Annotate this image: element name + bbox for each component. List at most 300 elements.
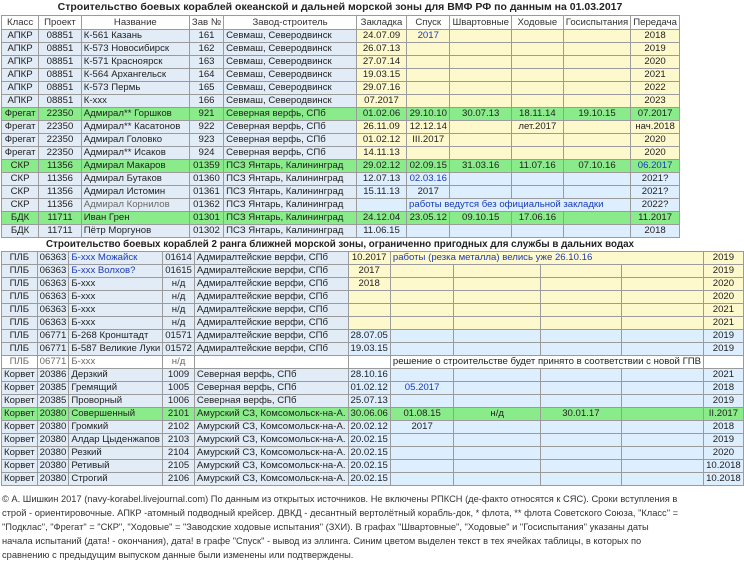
cell-state-trials bbox=[563, 225, 630, 238]
cell-class: Корвет bbox=[2, 421, 38, 434]
cell-laid-down: 19.03.15 bbox=[348, 343, 390, 356]
cell-shipyard: Севмаш, Северодвинск bbox=[224, 56, 357, 69]
cell-sea-trials bbox=[511, 43, 563, 56]
table-row bbox=[2, 265, 744, 278]
cell-project: 08851 bbox=[39, 56, 82, 69]
cell-mooring-trials bbox=[450, 186, 512, 199]
cell-project: 06771 bbox=[37, 330, 69, 343]
cell-ship-name: Громкий bbox=[69, 421, 163, 434]
cell-mooring-trials bbox=[454, 447, 541, 460]
cell-mooring-trials bbox=[454, 278, 541, 291]
cell-project: 11711 bbox=[39, 225, 82, 238]
cell-mooring-trials: 30.07.13 bbox=[450, 108, 512, 121]
cell-yard-number: н/д bbox=[163, 317, 195, 330]
table-row bbox=[2, 421, 744, 434]
header-state-trials: Госиспытания bbox=[563, 16, 630, 30]
cell-shipyard: ПСЗ Янтарь, Калининград bbox=[224, 160, 357, 173]
cell-shipyard: Северная верфь, СПб bbox=[194, 382, 348, 395]
cell-laid-down: 11.06.15 bbox=[356, 225, 406, 238]
cell-shipyard: Адмиралтейские верфи, СПб bbox=[194, 278, 348, 291]
table-row bbox=[2, 160, 680, 173]
cell-yard-number: 1009 bbox=[163, 369, 195, 382]
cell-state-trials bbox=[563, 82, 630, 95]
cell-delivery: 2018 bbox=[631, 225, 680, 238]
cell-laid-down: 15.11.13 bbox=[356, 186, 406, 199]
cell-shipyard: Амурский СЗ, Комсомольск-на-А. bbox=[194, 460, 348, 473]
cell-laid-down: 01.02.06 bbox=[356, 108, 406, 121]
cell-yard-number: 01571 bbox=[163, 330, 195, 343]
cell-yard-number: 2101 bbox=[163, 408, 195, 421]
cell-launch bbox=[407, 82, 450, 95]
cell-yard-number: 01614 bbox=[163, 252, 195, 265]
cell-delivery: 2023 bbox=[631, 95, 680, 108]
cell-sea-trials bbox=[511, 225, 563, 238]
cell-class: СКР bbox=[2, 173, 39, 186]
cell-sea-trials bbox=[540, 395, 621, 408]
cell-delivery: 2018 bbox=[704, 421, 744, 434]
cell-laid-down: 29.07.16 bbox=[356, 82, 406, 95]
cell-delivery: 07.2017 bbox=[631, 108, 680, 121]
cell-sea-trials bbox=[540, 330, 621, 343]
cell-sea-trials bbox=[540, 421, 621, 434]
table-row bbox=[2, 186, 680, 199]
cell-project: 06363 bbox=[37, 252, 69, 265]
cell-ship-name: Адмирал** Исаков bbox=[81, 147, 189, 160]
cell-project: 06363 bbox=[37, 291, 69, 304]
cell-shipyard bbox=[194, 356, 348, 369]
cell-mooring-trials bbox=[450, 43, 512, 56]
cell-yard-number: 01361 bbox=[189, 186, 223, 199]
cell-sea-trials bbox=[540, 304, 621, 317]
cell-ship-name: Б-587 Великие Луки bbox=[69, 343, 163, 356]
cell-delivery: 2021 bbox=[631, 69, 680, 82]
cell-class: ПЛБ bbox=[2, 265, 38, 278]
cell-class: Фрегат bbox=[2, 121, 39, 134]
cell-laid-down bbox=[348, 317, 390, 330]
table-row bbox=[2, 356, 744, 369]
cell-launch: 05.2017 bbox=[390, 382, 454, 395]
cell-shipyard: Севмаш, Северодвинск bbox=[224, 43, 357, 56]
cell-launch bbox=[407, 69, 450, 82]
cell-yard-number: 2103 bbox=[163, 434, 195, 447]
cell-laid-down bbox=[356, 199, 406, 212]
cell-state-trials bbox=[563, 43, 630, 56]
cell-class: Корвет bbox=[2, 473, 38, 486]
cell-state-trials bbox=[621, 317, 703, 330]
cell-laid-down bbox=[348, 291, 390, 304]
cell-project: 20385 bbox=[37, 395, 69, 408]
header-name: Название bbox=[81, 16, 189, 30]
cell-state-trials bbox=[563, 69, 630, 82]
cell-mooring-trials bbox=[450, 173, 512, 186]
cell-launch bbox=[390, 330, 454, 343]
cell-ship-name: Резкий bbox=[69, 447, 163, 460]
cell-project: 06363 bbox=[37, 265, 69, 278]
cell-laid-down: 30.06.06 bbox=[348, 408, 390, 421]
cell-mooring-trials: 31.03.16 bbox=[450, 160, 512, 173]
cell-project: 22350 bbox=[39, 147, 82, 160]
cell-mooring-trials: 09.10.15 bbox=[450, 212, 512, 225]
cell-class: АПКР bbox=[2, 95, 39, 108]
cell-state-trials bbox=[621, 421, 703, 434]
cell-class: ПЛБ bbox=[2, 291, 38, 304]
ships-table-ocean bbox=[1, 15, 680, 238]
cell-laid-down: 20.02.15 bbox=[348, 460, 390, 473]
cell-shipyard: Севмаш, Северодвинск bbox=[224, 82, 357, 95]
cell-yard-number: 1006 bbox=[163, 395, 195, 408]
cell-class: АПКР bbox=[2, 30, 39, 43]
cell-laid-down: 28.07.05 bbox=[348, 330, 390, 343]
cell-laid-down: 20.02.15 bbox=[348, 473, 390, 486]
cell-yard-number: 165 bbox=[189, 82, 223, 95]
cell-laid-down bbox=[348, 356, 390, 369]
cell-delivery: 11.2017 bbox=[631, 212, 680, 225]
cell-mooring-trials bbox=[450, 30, 512, 43]
cell-state-trials bbox=[563, 186, 630, 199]
cell-launch bbox=[407, 225, 450, 238]
cell-laid-down: 2018 bbox=[348, 278, 390, 291]
cell-delivery: 2019 bbox=[704, 265, 744, 278]
cell-shipyard: ПСЗ Янтарь, Калининград bbox=[224, 173, 357, 186]
cell-laid-down: 27.07.14 bbox=[356, 56, 406, 69]
cell-launch bbox=[390, 460, 454, 473]
cell-ship-name: Адмирал Бутаков bbox=[81, 173, 189, 186]
cell-laid-down: 07.2017 bbox=[356, 95, 406, 108]
cell-mooring-trials bbox=[454, 421, 541, 434]
cell-state-trials bbox=[563, 56, 630, 69]
cell-yard-number: 01572 bbox=[163, 343, 195, 356]
cell-class: АПКР bbox=[2, 69, 39, 82]
table-row bbox=[2, 121, 680, 134]
cell-laid-down: 29.02.12 bbox=[356, 160, 406, 173]
cell-project: 11356 bbox=[39, 199, 82, 212]
cell-launch bbox=[407, 95, 450, 108]
cell-project: 20385 bbox=[37, 382, 69, 395]
cell-yard-number: 01302 bbox=[189, 225, 223, 238]
cell-mooring-trials bbox=[454, 343, 541, 356]
cell-launch bbox=[390, 369, 454, 382]
cell-laid-down: 25.07.13 bbox=[348, 395, 390, 408]
cell-shipyard: Северная верфь, СПб bbox=[224, 147, 357, 160]
cell-delivery: 2019 bbox=[704, 343, 744, 356]
cell-note: решение о строительстве будет принято в соответствии с новой ГПВ bbox=[390, 356, 703, 369]
header-launch: Спуск bbox=[407, 16, 450, 30]
cell-ship-name: К-573 Новосибирск bbox=[81, 43, 189, 56]
cell-delivery: 2019 bbox=[704, 252, 744, 265]
cell-sea-trials bbox=[511, 82, 563, 95]
ships-table-near-sea bbox=[1, 251, 744, 486]
table-row bbox=[2, 108, 680, 121]
cell-sea-trials bbox=[511, 186, 563, 199]
cell-ship-name: Б-ххх Можайск bbox=[69, 252, 163, 265]
cell-launch: 29.10.10 bbox=[407, 108, 450, 121]
cell-state-trials bbox=[621, 395, 703, 408]
cell-ship-name: Гремящий bbox=[69, 382, 163, 395]
cell-class: СКР bbox=[2, 199, 39, 212]
cell-ship-name: Адмирал Истомин bbox=[81, 186, 189, 199]
cell-mooring-trials bbox=[454, 304, 541, 317]
cell-delivery: 2021? bbox=[631, 173, 680, 186]
cell-class: БДК bbox=[2, 225, 39, 238]
cell-class: АПКР bbox=[2, 43, 39, 56]
cell-ship-name: Адмирал Корнилов bbox=[81, 199, 189, 212]
cell-mooring-trials bbox=[450, 225, 512, 238]
table-row bbox=[2, 447, 744, 460]
cell-mooring-trials bbox=[450, 121, 512, 134]
cell-class: Корвет bbox=[2, 382, 38, 395]
cell-ship-name: К-ххх bbox=[81, 95, 189, 108]
cell-state-trials bbox=[621, 304, 703, 317]
cell-sea-trials bbox=[540, 369, 621, 382]
table-row bbox=[2, 173, 680, 186]
header-yard-number: Зав № bbox=[189, 16, 223, 30]
cell-laid-down: 01.02.12 bbox=[356, 134, 406, 147]
cell-launch: 01.08.15 bbox=[390, 408, 454, 421]
cell-delivery: 2020 bbox=[704, 291, 744, 304]
cell-project: 11356 bbox=[39, 173, 82, 186]
cell-state-trials bbox=[563, 30, 630, 43]
cell-project: 08851 bbox=[39, 82, 82, 95]
cell-sea-trials bbox=[540, 382, 621, 395]
cell-launch bbox=[390, 304, 454, 317]
cell-class: ПЛБ bbox=[2, 317, 38, 330]
cell-yard-number: 924 bbox=[189, 147, 223, 160]
cell-class: Корвет bbox=[2, 408, 38, 421]
cell-shipyard: Амурский СЗ, Комсомольск-на-А. bbox=[194, 447, 348, 460]
cell-delivery: 2022? bbox=[631, 199, 680, 212]
cell-shipyard: Амурский СЗ, Комсомольск-на-А. bbox=[194, 434, 348, 447]
cell-project: 08851 bbox=[39, 30, 82, 43]
cell-project: 22350 bbox=[39, 108, 82, 121]
table-row bbox=[2, 473, 744, 486]
cell-project: 08851 bbox=[39, 43, 82, 56]
cell-sea-trials bbox=[540, 473, 621, 486]
table-row bbox=[2, 95, 680, 108]
cell-mooring-trials bbox=[454, 473, 541, 486]
cell-project: 22350 bbox=[39, 134, 82, 147]
table-row bbox=[2, 291, 744, 304]
cell-shipyard: Северная верфь, СПб bbox=[224, 121, 357, 134]
cell-ship-name: Б-ххх bbox=[69, 356, 163, 369]
page-title: Строительство боевых кораблей океанской и дальней морской зоны для ВМФ РФ по данным на 01.03.2017 bbox=[57, 1, 623, 13]
cell-laid-down: 20.02.12 bbox=[348, 421, 390, 434]
cell-state-trials bbox=[621, 265, 703, 278]
cell-mooring-trials bbox=[454, 369, 541, 382]
cell-sea-trials: 17.06.16 bbox=[511, 212, 563, 225]
cell-state-trials bbox=[621, 343, 703, 356]
table-row bbox=[2, 382, 744, 395]
cell-project: 06363 bbox=[37, 317, 69, 330]
table-row bbox=[2, 330, 744, 343]
cell-project: 20380 bbox=[37, 473, 69, 486]
cell-ship-name: Б-268 Кронштадт bbox=[69, 330, 163, 343]
cell-shipyard: Адмиралтейские верфи, СПб bbox=[194, 304, 348, 317]
cell-sea-trials bbox=[540, 434, 621, 447]
cell-ship-name: Совершенный bbox=[69, 408, 163, 421]
cell-delivery: 2021 bbox=[704, 304, 744, 317]
table-row bbox=[2, 199, 680, 212]
cell-laid-down: 12.07.13 bbox=[356, 173, 406, 186]
table-row bbox=[2, 408, 744, 421]
cell-yard-number: 162 bbox=[189, 43, 223, 56]
cell-sea-trials bbox=[511, 147, 563, 160]
cell-delivery bbox=[704, 356, 744, 369]
cell-shipyard: Адмиралтейские верфи, СПб bbox=[194, 265, 348, 278]
cell-class: БДК bbox=[2, 212, 39, 225]
cell-state-trials bbox=[563, 212, 630, 225]
cell-ship-name: Адмирал** Горшков bbox=[81, 108, 189, 121]
table-row bbox=[2, 43, 680, 56]
cell-state-trials bbox=[621, 382, 703, 395]
cell-shipyard: Адмиралтейские верфи, СПб bbox=[194, 317, 348, 330]
cell-class: Фрегат bbox=[2, 108, 39, 121]
cell-delivery: 2018 bbox=[704, 382, 744, 395]
cell-mooring-trials bbox=[454, 317, 541, 330]
cell-yard-number: н/д bbox=[163, 304, 195, 317]
cell-sea-trials bbox=[511, 69, 563, 82]
cell-ship-name: Б-ххх bbox=[69, 291, 163, 304]
cell-launch bbox=[390, 434, 454, 447]
cell-laid-down: 26.11.09 bbox=[356, 121, 406, 134]
cell-delivery: 2021? bbox=[631, 186, 680, 199]
cell-state-trials bbox=[621, 278, 703, 291]
cell-class: СКР bbox=[2, 186, 39, 199]
cell-delivery: 2019 bbox=[704, 395, 744, 408]
cell-mooring-trials: н/д bbox=[454, 408, 541, 421]
cell-class: Корвет bbox=[2, 460, 38, 473]
cell-mooring-trials bbox=[454, 265, 541, 278]
cell-shipyard: Адмиралтейские верфи, СПб bbox=[194, 343, 348, 356]
cell-mooring-trials bbox=[450, 95, 512, 108]
cell-launch: 2017 bbox=[407, 186, 450, 199]
cell-mooring-trials bbox=[450, 56, 512, 69]
cell-project: 08851 bbox=[39, 95, 82, 108]
header-laid-down: Закладка bbox=[356, 16, 406, 30]
cell-class: ПЛБ bbox=[2, 304, 38, 317]
cell-mooring-trials bbox=[450, 69, 512, 82]
cell-sea-trials: 30.01.17 bbox=[540, 408, 621, 421]
cell-ship-name: Адмирал Головко bbox=[81, 134, 189, 147]
cell-sea-trials bbox=[511, 173, 563, 186]
cell-shipyard: ПСЗ Янтарь, Калининград bbox=[224, 212, 357, 225]
cell-yard-number: 923 bbox=[189, 134, 223, 147]
cell-mooring-trials bbox=[454, 330, 541, 343]
cell-project: 11356 bbox=[39, 186, 82, 199]
cell-class: ПЛБ bbox=[2, 356, 38, 369]
cell-ship-name: К-573 Пермь bbox=[81, 82, 189, 95]
cell-state-trials bbox=[621, 408, 703, 421]
cell-shipyard: Северная верфь, СПб bbox=[194, 395, 348, 408]
cell-mooring-trials bbox=[450, 134, 512, 147]
cell-project: 20380 bbox=[37, 421, 69, 434]
cell-yard-number: 161 bbox=[189, 30, 223, 43]
cell-project: 22350 bbox=[39, 121, 82, 134]
cell-yard-number: 01301 bbox=[189, 212, 223, 225]
cell-delivery: 2019 bbox=[704, 330, 744, 343]
table-header-row bbox=[2, 16, 680, 30]
cell-sea-trials bbox=[511, 30, 563, 43]
cell-delivery: 2019 bbox=[704, 434, 744, 447]
table-row bbox=[2, 147, 680, 160]
cell-delivery: 10.2018 bbox=[704, 460, 744, 473]
cell-ship-name: К-561 Казань bbox=[81, 30, 189, 43]
table-row bbox=[2, 395, 744, 408]
cell-state-trials bbox=[621, 447, 703, 460]
cell-mooring-trials bbox=[454, 382, 541, 395]
cell-yard-number: 163 bbox=[189, 56, 223, 69]
cell-shipyard: Адмиралтейские верфи, СПб bbox=[194, 291, 348, 304]
cell-state-trials bbox=[563, 147, 630, 160]
cell-sea-trials bbox=[511, 56, 563, 69]
cell-launch: 02.09.15 bbox=[407, 160, 450, 173]
cell-class: ПЛБ bbox=[2, 252, 38, 265]
cell-project: 06771 bbox=[37, 343, 69, 356]
cell-laid-down: 2017 bbox=[348, 265, 390, 278]
cell-shipyard: ПСЗ Янтарь, Калининград bbox=[224, 199, 357, 212]
header-class: Класс bbox=[2, 16, 39, 30]
cell-yard-number: н/д bbox=[163, 356, 195, 369]
cell-project: 11711 bbox=[39, 212, 82, 225]
cell-delivery: II.2017 bbox=[704, 408, 744, 421]
cell-class: Корвет bbox=[2, 395, 38, 408]
cell-ship-name: Ретивый bbox=[69, 460, 163, 473]
cell-yard-number: 01362 bbox=[189, 199, 223, 212]
table-row bbox=[2, 343, 744, 356]
cell-delivery: 2020 bbox=[631, 147, 680, 160]
cell-sea-trials bbox=[540, 291, 621, 304]
table-row bbox=[2, 56, 680, 69]
cell-state-trials: 19.10.15 bbox=[563, 108, 630, 121]
table-row bbox=[2, 369, 744, 382]
cell-class: СКР bbox=[2, 160, 39, 173]
cell-laid-down: 24.07.09 bbox=[356, 30, 406, 43]
cell-class: ПЛБ bbox=[2, 330, 38, 343]
cell-mooring-trials bbox=[454, 460, 541, 473]
cell-launch bbox=[390, 447, 454, 460]
cell-class: Корвет bbox=[2, 369, 38, 382]
cell-launch bbox=[390, 343, 454, 356]
cell-project: 06363 bbox=[37, 278, 69, 291]
cell-shipyard: ПСЗ Янтарь, Калининград bbox=[224, 186, 357, 199]
cell-mooring-trials bbox=[450, 82, 512, 95]
cell-sea-trials bbox=[540, 447, 621, 460]
table-row bbox=[2, 304, 744, 317]
cell-sea-trials bbox=[540, 343, 621, 356]
cell-project: 20386 bbox=[37, 369, 69, 382]
cell-shipyard: Северная верфь, СПб bbox=[194, 369, 348, 382]
header-shipyard: Завод-строитель bbox=[224, 16, 357, 30]
cell-note: работы ведутся без официальной закладки bbox=[407, 199, 631, 212]
cell-laid-down: 19.03.15 bbox=[356, 69, 406, 82]
cell-shipyard: Амурский СЗ, Комсомольск-на-А. bbox=[194, 473, 348, 486]
cell-launch bbox=[407, 56, 450, 69]
cell-shipyard: Адмиралтейские верфи, СПб bbox=[194, 330, 348, 343]
table-row bbox=[2, 317, 744, 330]
cell-shipyard: ПСЗ Янтарь, Калининград bbox=[224, 225, 357, 238]
cell-mooring-trials bbox=[454, 434, 541, 447]
cell-state-trials bbox=[621, 434, 703, 447]
cell-shipyard: Севмаш, Северодвинск bbox=[224, 30, 357, 43]
cell-yard-number: 01615 bbox=[163, 265, 195, 278]
cell-shipyard: Северная верфь, СПб bbox=[224, 108, 357, 121]
table-row bbox=[2, 225, 680, 238]
cell-shipyard: Севмаш, Северодвинск bbox=[224, 69, 357, 82]
cell-laid-down bbox=[348, 304, 390, 317]
cell-project: 20380 bbox=[37, 408, 69, 421]
cell-yard-number: 2106 bbox=[163, 473, 195, 486]
cell-mooring-trials bbox=[454, 395, 541, 408]
cell-ship-name: Адмирал Макаров bbox=[81, 160, 189, 173]
